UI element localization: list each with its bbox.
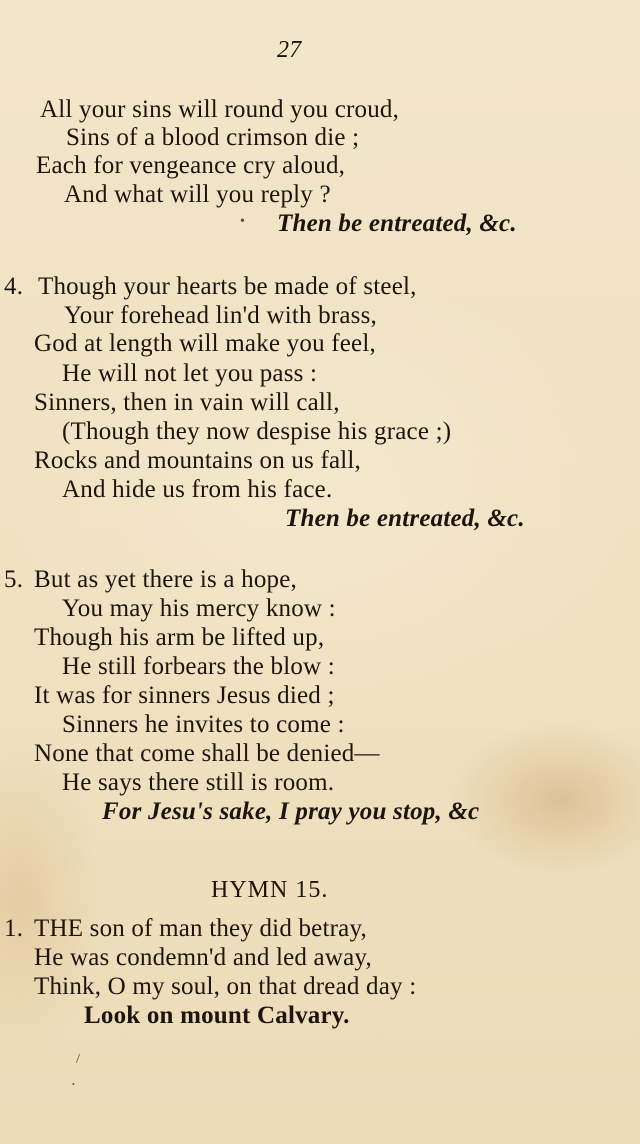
stanza-4-line-8: And hide us from his face.: [62, 476, 333, 503]
hymn-15-line-1: THE son of man they did betray,: [34, 915, 367, 942]
hymn-15-line-4: Look on mount Calvary.: [84, 1002, 350, 1029]
stanza-5-line-6: Sinners he invites to come :: [62, 711, 345, 738]
paper-speck: /: [76, 1052, 80, 1067]
stanza-5-line-7: None that come shall be denied—: [34, 740, 380, 767]
stanza-5-line-4: He still forbears the blow :: [62, 653, 335, 680]
stanza-3-line-3: Each for vengeance cry aloud,: [36, 152, 346, 179]
stanza-4-line-5: Sinners, then in vain will call,: [34, 389, 340, 416]
stanza-4-line-3: God at length will make you feel,: [34, 330, 376, 357]
hymn-15-line-2: He was condemn'd and led away,: [34, 944, 372, 971]
page-number: 27: [277, 37, 302, 63]
hymn-heading: HYMN 15.: [211, 877, 329, 903]
stanza-5-line-5: It was for sinners Jesus died ;: [34, 682, 335, 709]
stanza-5-line-1: But as yet there is a hope,: [34, 566, 297, 593]
stanza-4-line-7: Rocks and mountains on us fall,: [34, 447, 362, 474]
hymn-15-line-3: Think, O my soul, on that dread day :: [34, 973, 417, 1000]
stanza-5-line-3: Though his arm be lifted up,: [34, 624, 325, 651]
stanza-5-line-8: He says there still is room.: [62, 769, 335, 796]
stanza-3-line-1: All your sins will round you croud,: [40, 96, 400, 123]
stanza-3-refrain: Then be entreated, &c.: [277, 210, 517, 237]
paper-speck: •: [72, 1080, 75, 1089]
stanza-4-line-6: (Though they now despise his grace ;): [62, 418, 452, 445]
stanza-4-line-1: Though your hearts be made of steel,: [38, 273, 417, 300]
stanza-3-line-2: Sins of a blood crimson die ;: [66, 124, 360, 151]
stanza-5-refrain: For Jesu's sake, I pray you stop, &c: [102, 798, 480, 825]
stanza-4-refrain: Then be entreated, &c.: [285, 505, 525, 532]
stanza-3-line-4: And what will you reply ?: [64, 181, 331, 208]
stanza-4-line-2: Your forehead lin'd with brass,: [64, 302, 377, 329]
hymn-15-verse-number: 1.: [4, 915, 24, 942]
stanza-5-number: 5.: [4, 566, 24, 593]
stanza-4-line-4: He will not let you pass :: [62, 360, 318, 387]
stanza-4-number: 4.: [4, 273, 24, 300]
paper-speck: •: [240, 214, 245, 229]
stanza-5-line-2: You may his mercy know :: [62, 595, 336, 622]
